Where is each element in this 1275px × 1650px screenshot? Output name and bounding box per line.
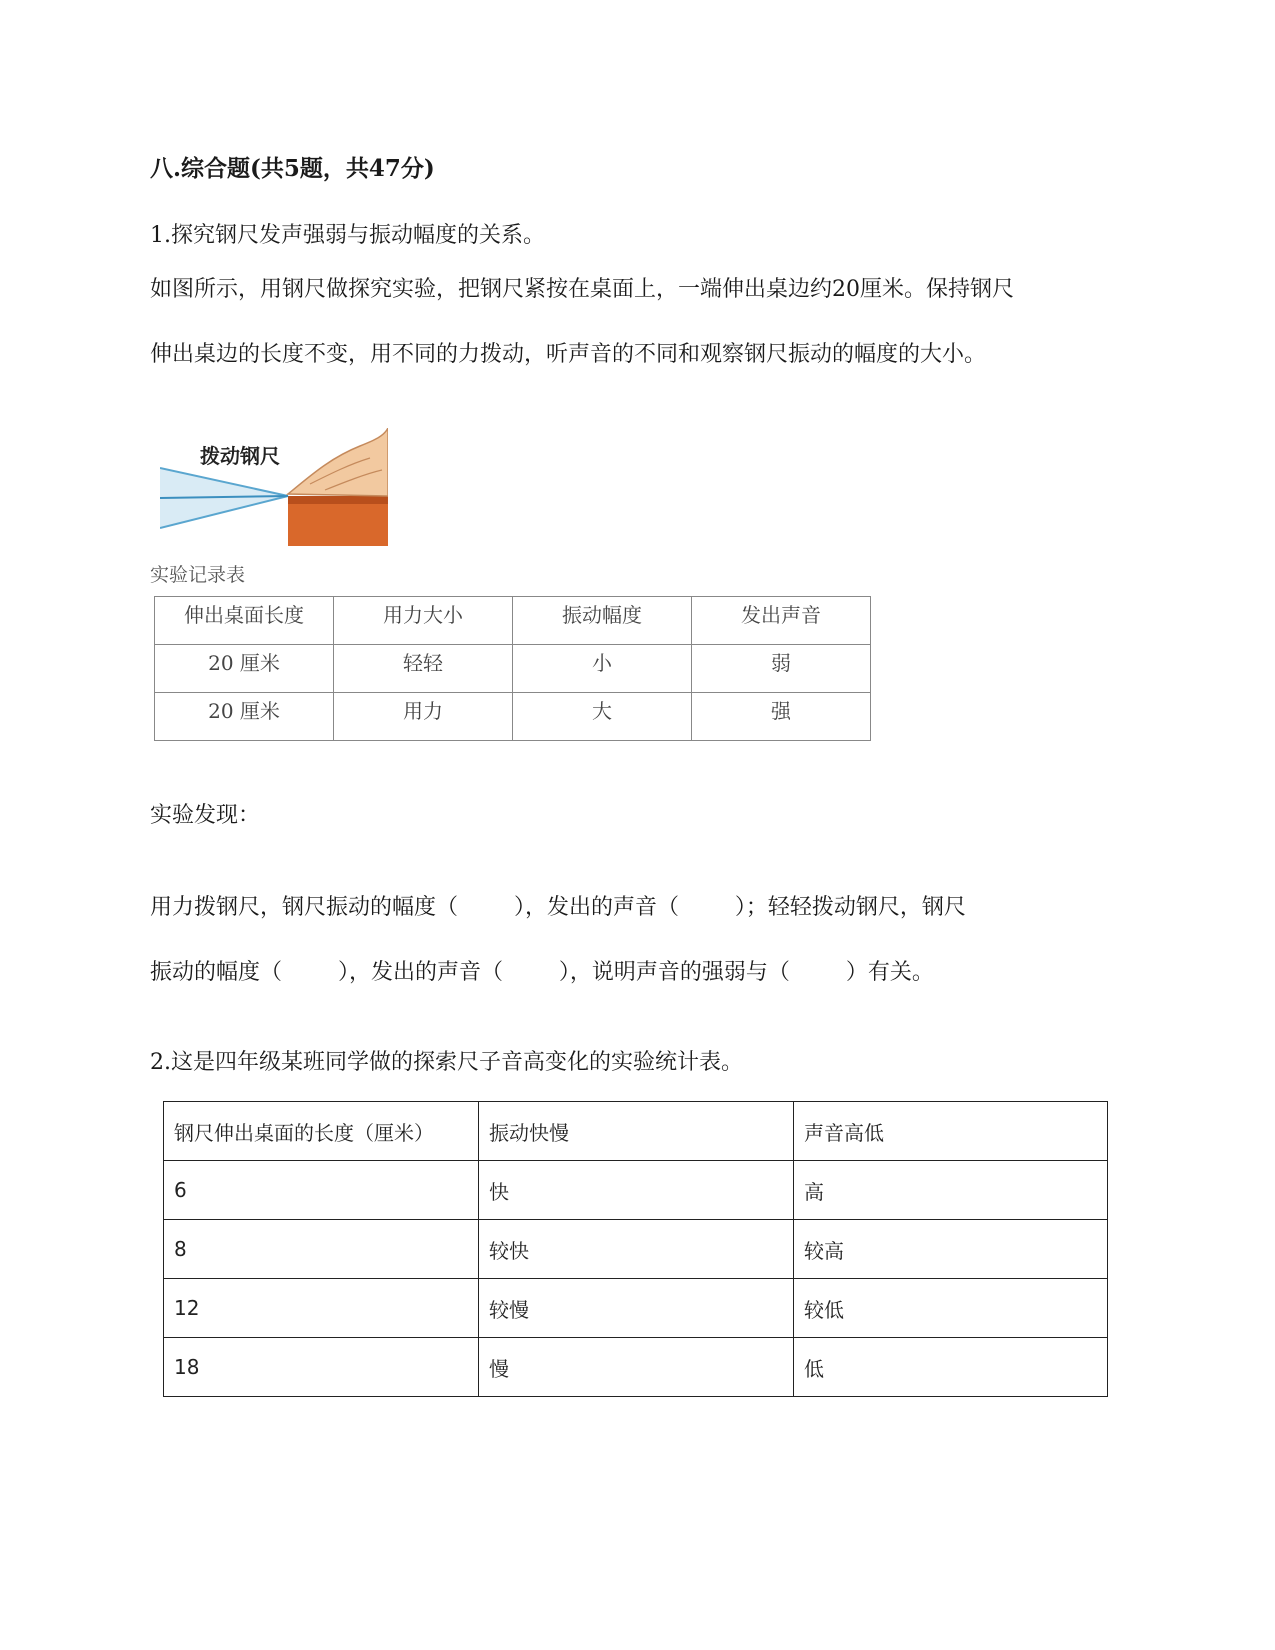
table-header-row (164, 1102, 1108, 1161)
table-row (164, 1161, 1108, 1220)
table-cell: 高 (794, 1161, 1108, 1220)
table-cell: 20 厘米 (155, 645, 334, 693)
table-header-cell: 声音高低 (794, 1102, 1108, 1161)
table-cell: 用力 (334, 693, 513, 741)
table-caption: 实验记录表 (150, 564, 246, 586)
table-cell: 强 (692, 693, 871, 741)
table-cell: 较快 (479, 1220, 794, 1279)
table-cell: 小 (513, 645, 692, 693)
experiment-record-table (154, 596, 871, 741)
table-header-cell: 振动幅度 (513, 597, 692, 645)
table-cell: 较低 (794, 1279, 1108, 1338)
table-row (155, 693, 871, 741)
table-header-cell: 振动快慢 (479, 1102, 794, 1161)
table-cell: 12 (164, 1279, 479, 1338)
pitch-statistics-table (163, 1101, 1108, 1397)
fill-in-line-1: 用力拨钢尺，钢尺振动的幅度（ ），发出的声音（ ）；轻轻拨动钢尺，钢尺 (150, 895, 966, 920)
section-title: 八.综合题(共5题，共47分) (150, 155, 435, 182)
table-cell: 较高 (794, 1220, 1108, 1279)
table-cell: 较慢 (479, 1279, 794, 1338)
table-cell: 18 (164, 1338, 479, 1397)
table-header-row (155, 597, 871, 645)
table-cell: 弱 (692, 645, 871, 693)
table-cell: 8 (164, 1220, 479, 1279)
table-cell: 低 (794, 1338, 1108, 1397)
question-1-paragraph-2: 伸出桌边的长度不变，用不同的力拨动，听声音的不同和观察钢尺振动的幅度的大小。 (150, 342, 987, 367)
table-cell: 6 (164, 1161, 479, 1220)
table-header-cell: 用力大小 (334, 597, 513, 645)
table-row (164, 1220, 1108, 1279)
question-2-title: 2.这是四年级某班同学做的探索尺子音高变化的实验统计表。 (150, 1050, 743, 1075)
fill-in-line-2: 振动的幅度（ ），发出的声音（ ），说明声音的强弱与（ ）有关。 (150, 960, 934, 985)
table-cell: 大 (513, 693, 692, 741)
figure-label: 拨动钢尺 (200, 444, 280, 468)
table-row (164, 1279, 1108, 1338)
table-cell: 快 (479, 1161, 794, 1220)
question-1-title: 1.探究钢尺发声强弱与振动幅度的关系。 (150, 223, 545, 248)
question-1-paragraph-1: 如图所示，用钢尺做探究实验，把钢尺紧按在桌面上，一端伸出桌边约20厘米。保持钢尺 (150, 277, 1014, 302)
table-header-cell: 钢尺伸出桌面的长度（厘米） (164, 1102, 479, 1161)
table-header-cell: 发出声音 (692, 597, 871, 645)
table-header-cell: 伸出桌面长度 (155, 597, 334, 645)
table-cell: 20 厘米 (155, 693, 334, 741)
table-cell: 慢 (479, 1338, 794, 1397)
table-cell: 轻轻 (334, 645, 513, 693)
finding-label: 实验发现： (150, 803, 261, 828)
table-row (155, 645, 871, 693)
table-row (164, 1338, 1108, 1397)
